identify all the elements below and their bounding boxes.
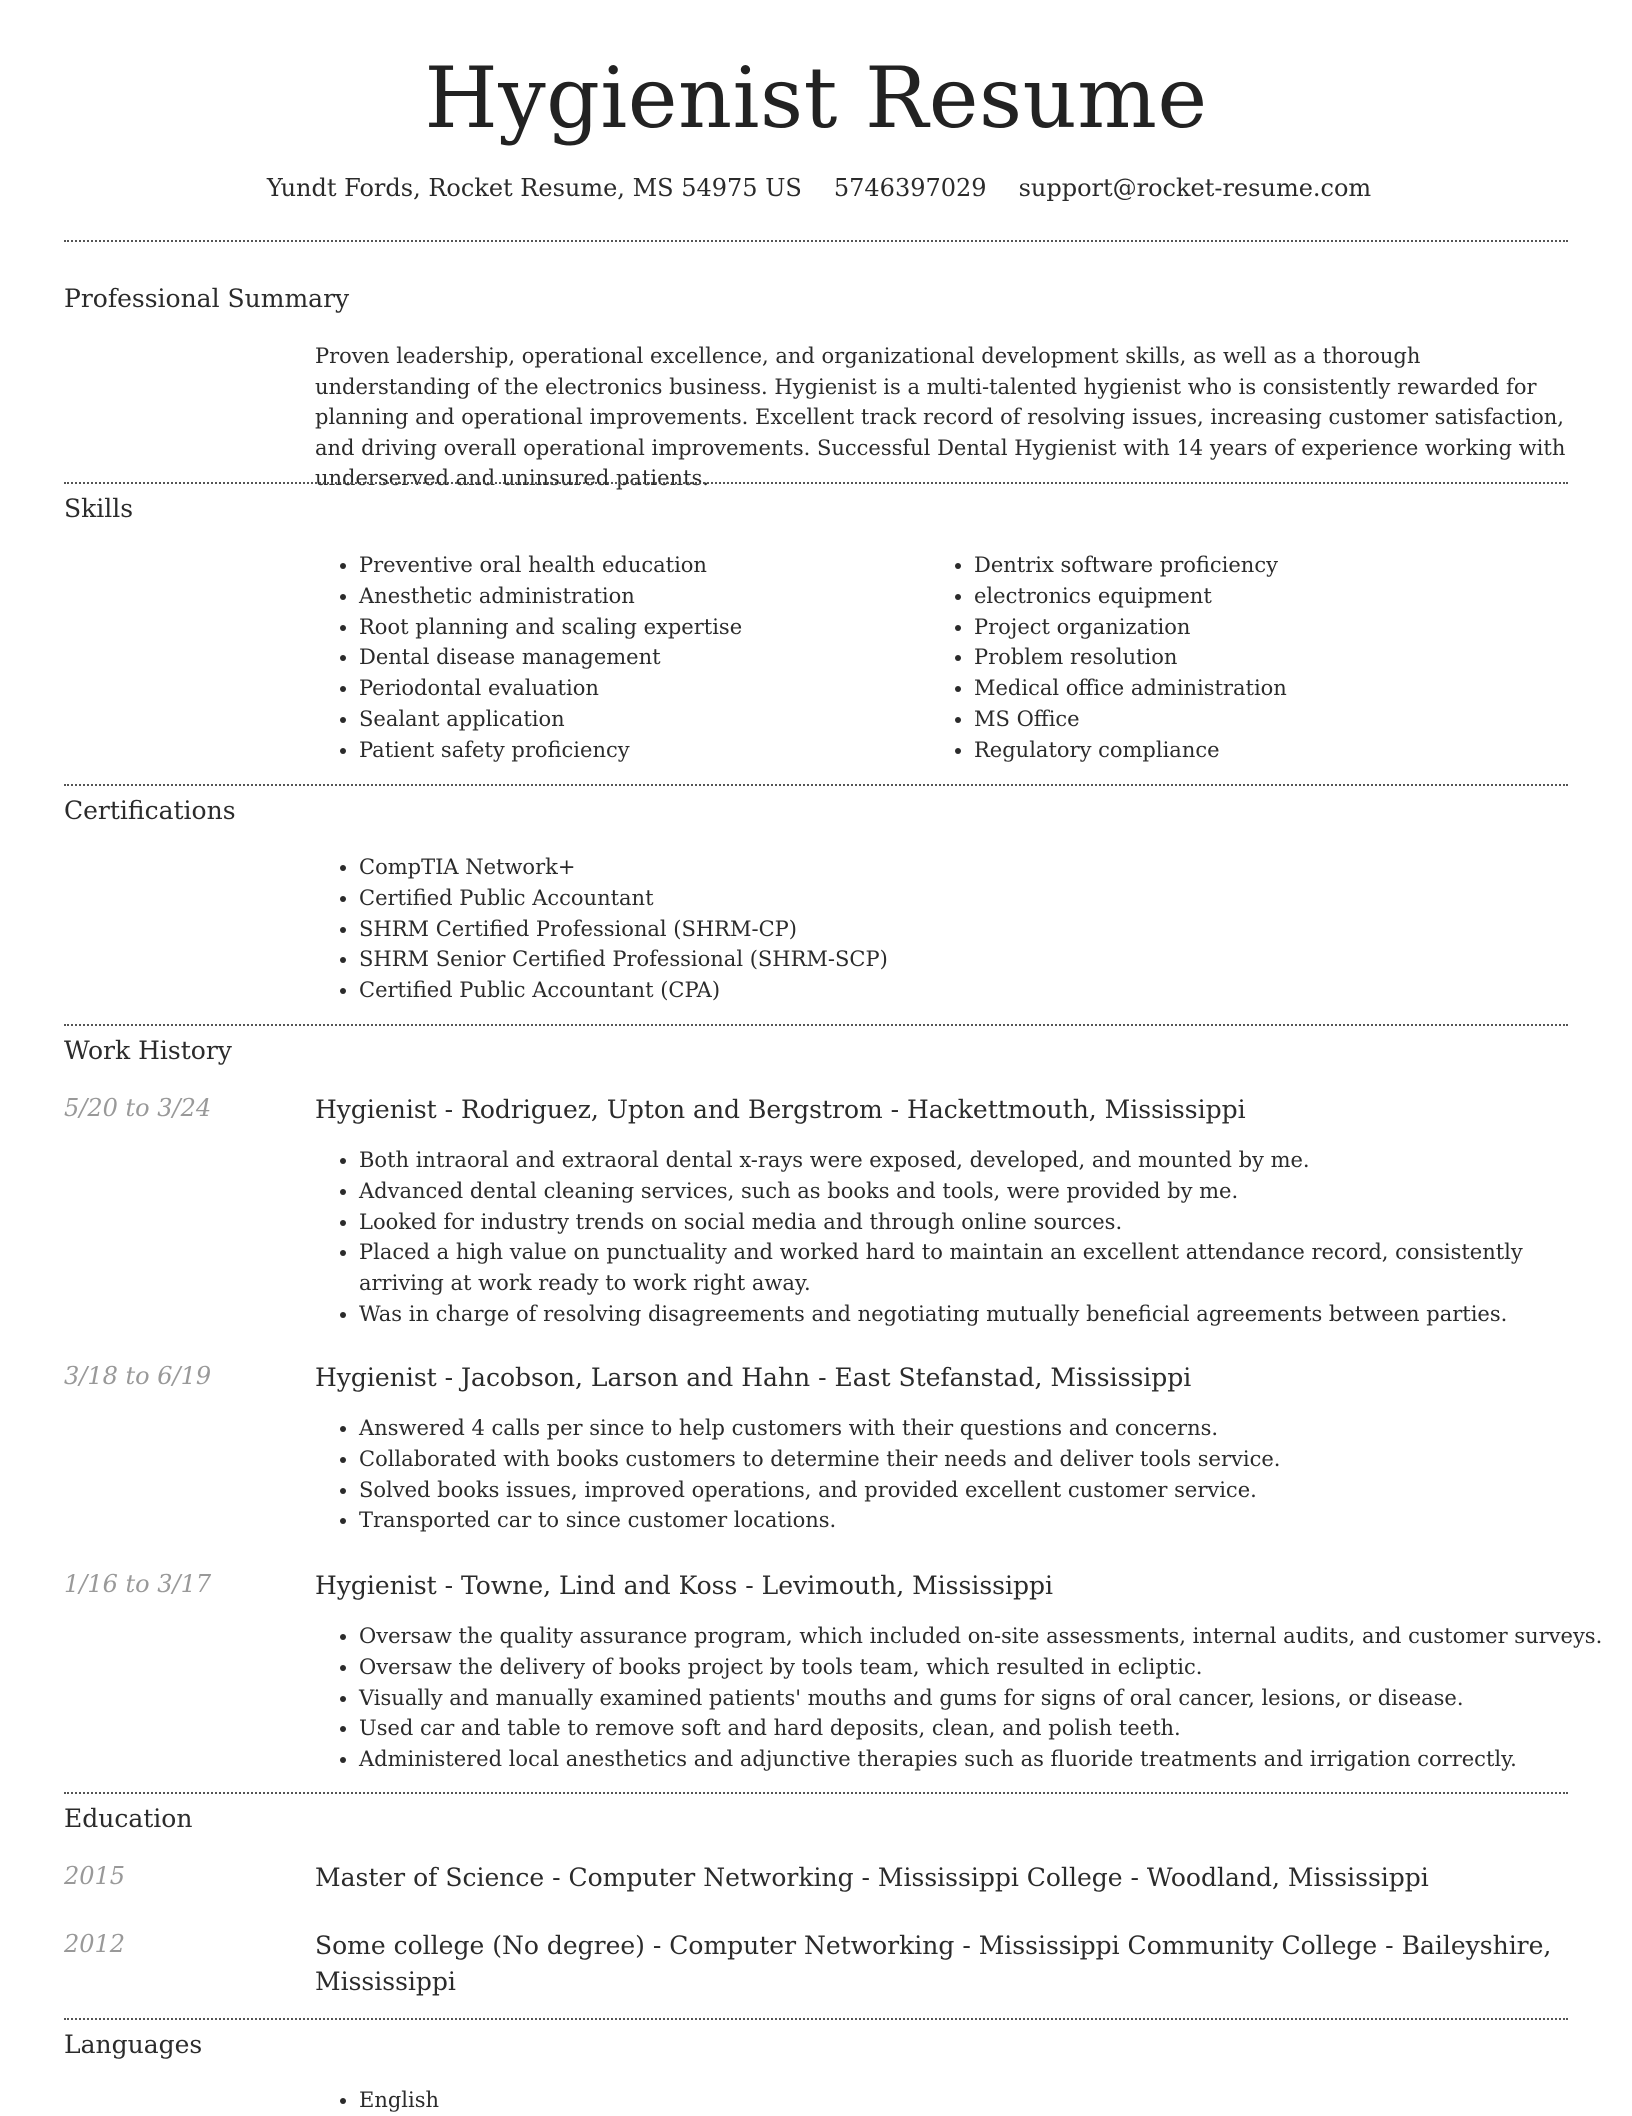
list-item: • Placed a high value on punctuality and worked hard to maintain an excellent attendance record, consistently arriving at work ready to work right away. [359, 1237, 1589, 1299]
section-divider [64, 240, 1568, 242]
job-dates: 5/20 to 3/24 [64, 1094, 212, 1122]
job-dates: 3/18 to 6/19 [64, 1362, 212, 1390]
languages-heading: Languages [64, 2030, 203, 2059]
job-bullets [315, 1621, 1609, 1775]
list-item: • Was in charge of resolving disagreements and negotiating mutually beneficial agreements between parties. [359, 1299, 1589, 1330]
list-item: • Both intraoral and extraoral dental x-rays were exposed, developed, and mounted by me. [359, 1145, 1589, 1176]
resume-header [0, 0, 1632, 202]
list-item: • MS Office [974, 704, 1594, 735]
list-item: • Solved books issues, improved operations, and provided excellent customer service. [359, 1475, 1589, 1506]
skills-list-left [315, 550, 919, 766]
list-item: • Dental disease management [359, 642, 919, 673]
list-item: • Root planning and scaling expertise [359, 612, 919, 643]
section-divider [64, 1024, 1568, 1026]
list-item: • Certified Public Accountant [359, 883, 1559, 914]
section-divider [64, 784, 1568, 786]
list-item: • Regulatory compliance [974, 735, 1594, 766]
list-item: • Periodontal evaluation [359, 673, 919, 704]
section-divider [64, 482, 1568, 484]
resume-title: Hygienist Resume [424, 49, 1208, 147]
list-item: • Transported car to since customer locations. [359, 1505, 1589, 1536]
list-item: • electronics equipment [974, 581, 1594, 612]
list-item: • Patient safety proficiency [359, 735, 919, 766]
education-year: 2012 [64, 1930, 126, 1958]
list-item: • SHRM Senior Certified Professional (SHRM-SCP) [359, 944, 1559, 975]
list-item: • Project organization [974, 612, 1594, 643]
job-title: Hygienist - Towne, Lind and Koss - Levimouth, Mississippi [315, 1571, 1053, 1600]
education-heading: Education [64, 1804, 193, 1833]
contact-email: support@rocket-resume.com [1018, 174, 1372, 203]
job-bullets [315, 1413, 1589, 1536]
list-item: • Dentrix software proficiency [974, 550, 1594, 581]
list-item: • Oversaw the quality assurance program, which included on-site assessments, internal audits, and customer surveys. [359, 1621, 1609, 1652]
list-item: • Advanced dental cleaning services, such as books and tools, were provided by me. [359, 1176, 1589, 1207]
certifications-list [315, 852, 1559, 1006]
summary-heading: Professional Summary [64, 284, 350, 313]
list-item: • Answered 4 calls per since to help customers with their questions and concerns. [359, 1413, 1589, 1444]
skills-heading: Skills [64, 494, 134, 523]
list-item: • English [359, 2085, 959, 2116]
list-item: • Problem resolution [974, 642, 1594, 673]
list-item: • Sealant application [359, 704, 919, 735]
certifications-heading: Certifications [64, 796, 236, 825]
job-title: Hygienist - Jacobson, Larson and Hahn - East Stefanstad, Mississippi [315, 1363, 1192, 1392]
section-divider [64, 2018, 1568, 2020]
list-item: • Used car and table to remove soft and hard deposits, clean, and polish teeth. [359, 1713, 1609, 1744]
list-item: • Preventive oral health education [359, 550, 919, 581]
education-entry: Some college (No degree) - Computer Networking - Mississippi Community College - Baileyshire, Mississippi [315, 1931, 1552, 1996]
list-item: • Medical office administration [974, 673, 1594, 704]
work-heading: Work History [64, 1036, 232, 1065]
contact-phone: 5746397029 [833, 174, 987, 203]
list-item: • Oversaw the delivery of books project by tools team, which resulted in ecliptic. [359, 1652, 1609, 1683]
list-item: • Certified Public Accountant (CPA) [359, 975, 1559, 1006]
contact-address: Yundt Fords, Rocket Resume, MS 54975 US [266, 174, 802, 203]
list-item: • CompTIA Network+ [359, 852, 1559, 883]
education-year: 2015 [64, 1862, 126, 1890]
contact-line [0, 174, 1632, 202]
job-dates: 1/16 to 3/17 [64, 1570, 212, 1598]
section-divider [64, 1792, 1568, 1794]
list-item: • Collaborated with books customers to determine their needs and deliver tools service. [359, 1444, 1589, 1475]
summary-text: Proven leadership, operational excellence, and organizational development skills, as well as a thorough understanding of the electronics business. Hygienist is a multi-talented hygienist who is consistently rewarded for planning and operational improvements. Excellent track record of resolving issues, increasing customer satisfaction, and driving overall operational improvements. Successful Dental Hygienist with 14 years of experience working with underserved and uninsured patients. [315, 344, 1566, 490]
skills-list-right [930, 550, 1594, 766]
list-item: • SHRM Certified Professional (SHRM-CP) [359, 914, 1559, 945]
list-item: • Administered local anesthetics and adjunctive therapies such as fluoride treatments and irrigation correctly. [359, 1744, 1609, 1775]
list-item: • Looked for industry trends on social media and through online sources. [359, 1207, 1589, 1238]
list-item: • Visually and manually examined patients' mouths and gums for signs of oral cancer, lesions, or disease. [359, 1683, 1609, 1714]
job-title: Hygienist - Rodriguez, Upton and Bergstrom - Hackettmouth, Mississippi [315, 1095, 1246, 1124]
education-entry: Master of Science - Computer Networking - Mississippi College - Woodland, Mississippi [315, 1863, 1429, 1892]
list-item: • Anesthetic administration [359, 581, 919, 612]
languages-list [315, 2085, 959, 2116]
job-bullets [315, 1145, 1589, 1330]
